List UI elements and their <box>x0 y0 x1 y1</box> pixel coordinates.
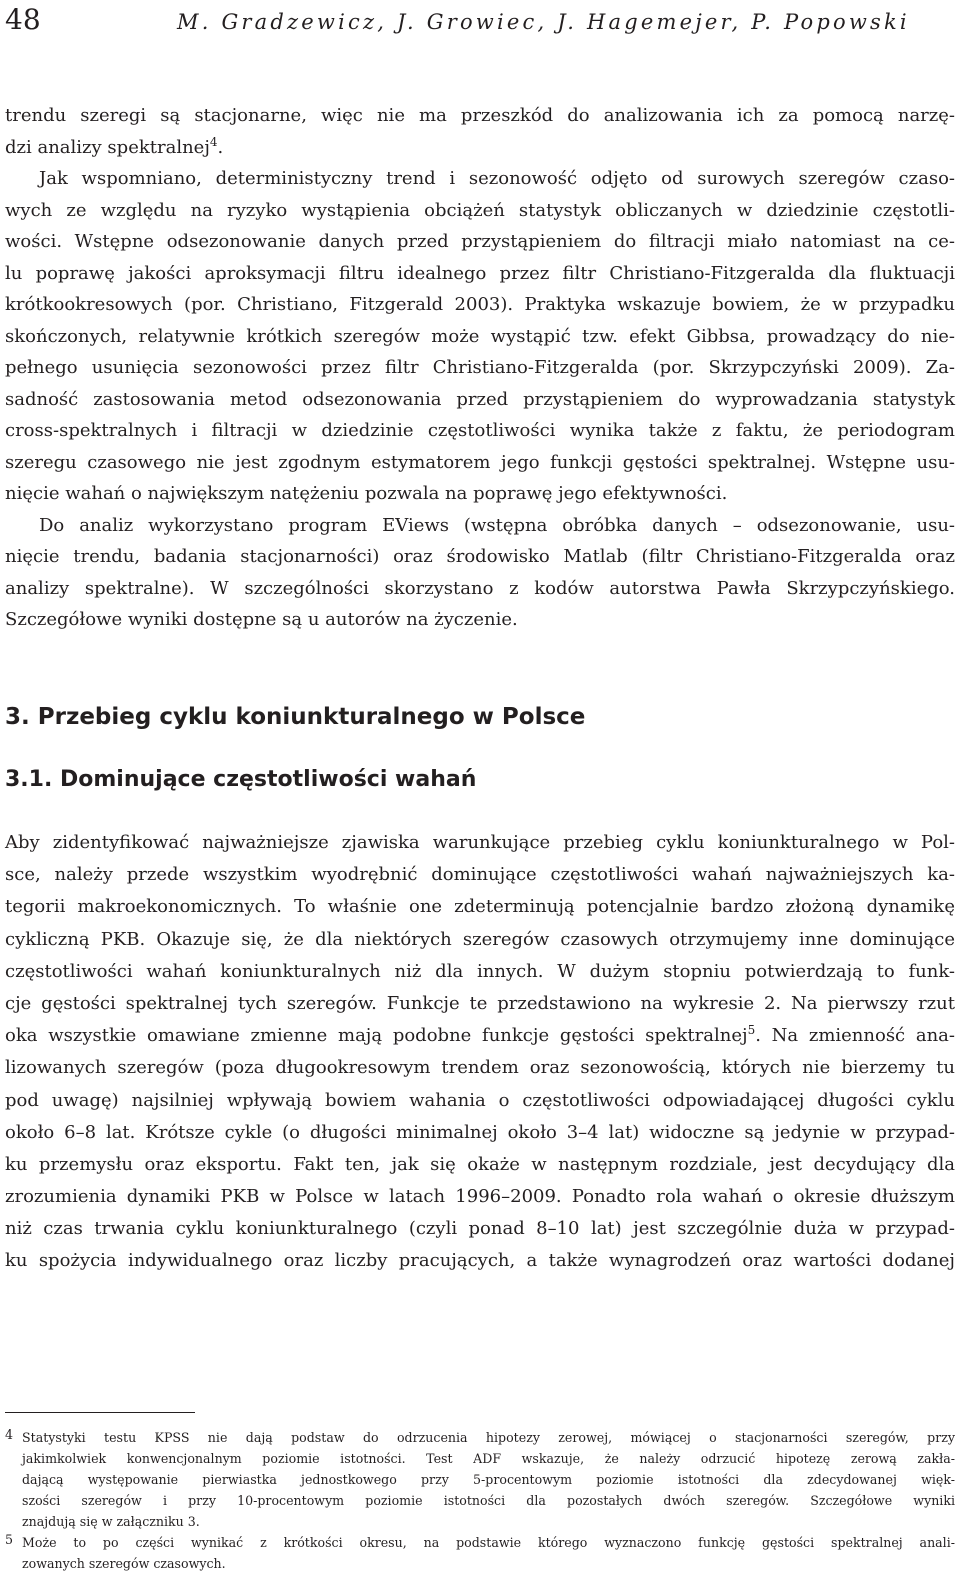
text-line: analizy spektralne). W szczególności skorzystano z kodów autorstwa Pawła Skrzypczyńskiego. <box>5 577 955 599</box>
text-line <box>5 1020 955 1052</box>
text-line: skończonych, relatywnie krótkich szeregów może wystąpić tzw. efekt Gibbsa, prowadzący do nie- <box>5 325 955 347</box>
text-line: nięcie trendu, badania stacjonarności) oraz środowisko Matlab (filtr Christiano-Fitzgeralda oraz <box>5 546 955 567</box>
text-line: niż czas trwania cyklu koniunkturalnego (czyli ponad 8–10 lat) jest szczególnie duża w przypad- <box>5 1218 955 1240</box>
text-line: pod uwagę) najsilniej wpływają bowiem wahania o częstotliwości odpowiadającej długości cyklu <box>5 1089 955 1111</box>
text-line: wych ze względu na ryzyko wystąpienia obciążeń statystyk obliczanych w dziedzinie częstotli- <box>5 199 955 221</box>
text-line: Aby zidentyfikować najważniejsze zjawiska warunkujące przebieg cyklu koniunkturalnego w Pol- <box>5 832 955 853</box>
footnote-line: znajdują się w załączniku 3. <box>22 1514 200 1529</box>
page-number: 48 <box>5 3 41 36</box>
body-text-section-3 <box>5 827 955 1278</box>
footnote-text: Statystyki testu KPSS nie dają podstaw do odrzucenia hipotezy zerowej, mówiącej o stacjonarności szeregów, przy <box>22 1430 955 1445</box>
footnote-divider <box>5 1412 195 1413</box>
footnote-reference[interactable]: 5 <box>747 1023 756 1038</box>
text-line: sadność zastosowania metod odsezonowania przed przystąpieniem do wyprowadzania statystyk <box>5 388 955 410</box>
text-line: wości. Wstępne odsezonowanie danych przed przystąpieniem do filtracji miało natomiast na ce- <box>5 231 955 252</box>
page-header <box>5 2 955 42</box>
text-line: lizowanych szeregów (poza długookresowym trendem oraz sezonowością, których nie bierzemy tu <box>5 1057 955 1079</box>
footnote-line: dającą występowanie pierwiastka jednostkowego przy 5-procentowym poziomie istotności dla zdecydowanej więk- <box>22 1472 955 1487</box>
text-line: cross-spektralnych i filtracji w dziedzinie częstotliwości wynika także z faktu, że periodogram <box>5 420 955 441</box>
text-fragment: dzi analizy spektralnej <box>5 136 210 158</box>
text-line: Szczegółowe wyniki dostępne są u autorów na życzenie. <box>5 609 518 630</box>
text-fragment: . <box>217 136 224 158</box>
text-line: ku przemysłu oraz eksportu. Fakt ten, jak się okaże w następnym rozdziale, jest decydujący dla <box>5 1153 955 1175</box>
text-line: lu poprawę jakości aproksymacji filtru idealnego przez filtr Christiano-Fitzgeralda dla fluktuacji <box>5 262 955 284</box>
text-fragment: . Na zmienność ana- <box>755 1025 955 1047</box>
footnote-line: jakimkolwiek konwencjonalnym poziomie istotności. Test ADF wskazuje, że należy odrzucić hipotezę zerową zakła- <box>22 1451 955 1466</box>
text-line: nięcie wahań o największym natężeniu pozwala na poprawę jego efektywności. <box>5 483 728 504</box>
footnote-line: zowanych szeregów czasowych. <box>22 1556 226 1571</box>
footnote-line <box>5 1427 955 1448</box>
text-line: sce, należy przede wszystkim wyodrębnić dominujące częstotliwości wahań najważniejszych ka- <box>5 864 955 886</box>
text-line: tegorii makroekonomicznych. To właśnie one zdeterminują potencjalnie bardzo złożoną dynamikę <box>5 896 955 918</box>
subsection-heading: 3.1. Dominujące częstotliwości wahań <box>5 767 477 792</box>
text-line: zrozumienia dynamiki PKB w Polsce w latach 1996–2009. Ponadto rola wahań o okresie dłuższym <box>5 1186 955 1208</box>
running-head: M. Gradzewicz, J. Growiec, J. Hagemejer, P. Popowski <box>177 10 910 34</box>
text-fragment: oka wszystkie omawiane zmienne mają podobne funkcje gęstości spektralnej <box>5 1025 748 1047</box>
text-line: szeregu czasowego nie jest zgodnym estymatorem jego funkcji gęstości spektralnej. Wstępne usu- <box>5 451 955 473</box>
footnote-text: Może to po części wynikać z krótkości okresu, na podstawie którego wyznaczono funkcję gęstości spektralnej anali- <box>22 1535 955 1550</box>
text-line: pełnego usunięcia sezonowości przez filtr Christiano-Fitzgeralda (por. Skrzypczyński 2009). Za- <box>5 357 955 378</box>
text-line: około 6–8 lat. Krótsze cykle (o długości minimalnej około 3–4 lat) widoczne są jedynie w przypad- <box>5 1121 955 1143</box>
text-line: Jak wspomniano, deterministyczny trend i sezonowość odjęto od surowych szeregów czaso- <box>39 168 955 189</box>
footnote-line <box>5 1532 955 1553</box>
text-line: ku spożycia indywidualnego oraz liczby pracujących, a także wynagrodzeń oraz wartości dodanej <box>5 1250 955 1272</box>
footnotes <box>5 1427 955 1574</box>
text-line: krótkookresowych (por. Christiano, Fitzgerald 2003). Praktyka wskazuje bowiem, że w przypadku <box>5 294 955 315</box>
footnote-line: szości szeregów i przy 10-procentowym poziomie istotności dla pozostałych dwóch szeregów. Szczegółowe wyniki <box>22 1493 955 1508</box>
footnote-number: 5 <box>5 1532 14 1547</box>
text-line: cje gęstości spektralnej tych szeregów. Funkcje te przedstawiono na wykresie 2. Na pierwszy rzut <box>5 992 955 1014</box>
footnote-reference[interactable]: 4 <box>209 134 218 149</box>
body-text-section-2 <box>5 100 955 636</box>
footnote-number: 4 <box>5 1427 14 1442</box>
text-line: cykliczną PKB. Okazuje się, że dla niektórych szeregów czasowych otrzymujemy inne dominujące <box>5 928 955 950</box>
text-line: trendu szeregi są stacjonarne, więc nie ma przeszkód do analizowania ich za pomocą narzę- <box>5 105 955 126</box>
text-line <box>5 132 955 164</box>
text-line: częstotliwości wahań koniunkturalnych niż dla innych. W dużym stopniu potwierdzają to funk- <box>5 960 955 982</box>
text-line: Do analiz wykorzystano program EViews (wstępna obróbka danych – odsezonowanie, usu- <box>39 514 955 536</box>
section-heading: 3. Przebieg cyklu koniunkturalnego w Polsce <box>5 704 586 730</box>
